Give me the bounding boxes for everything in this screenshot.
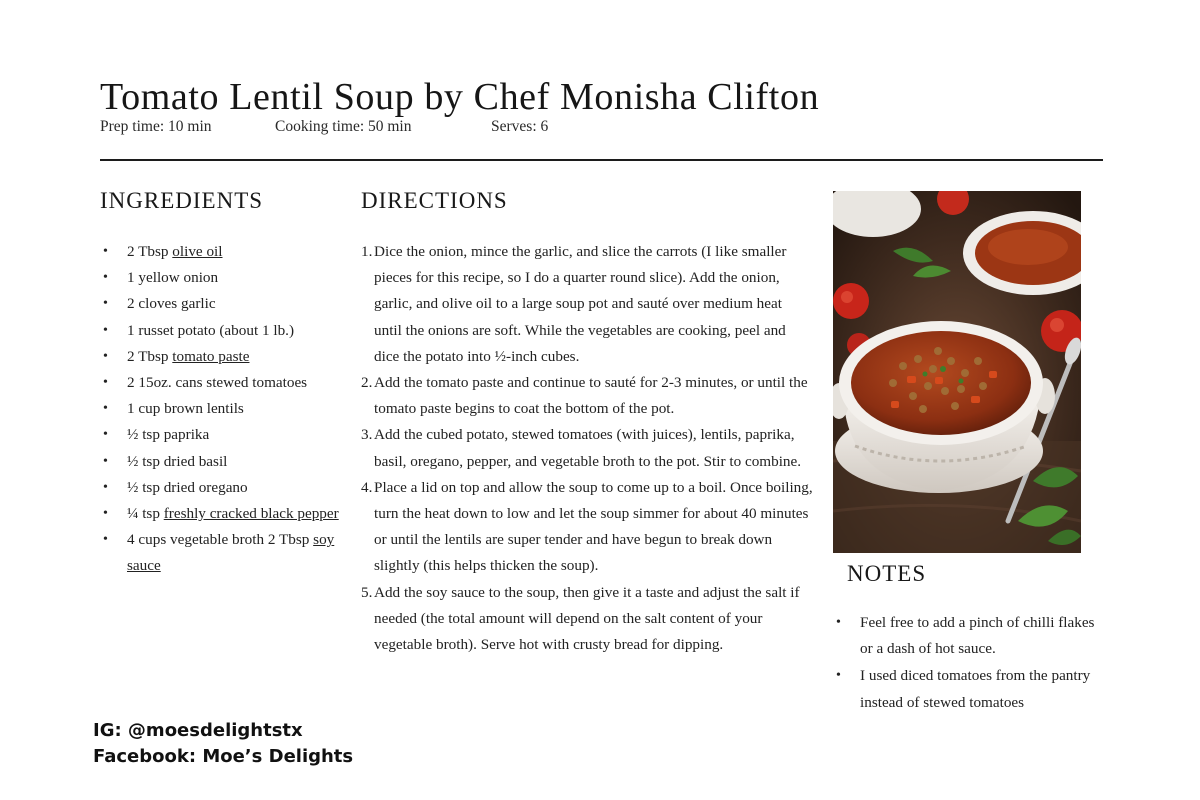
ingredient-link[interactable]: soy sauce bbox=[127, 531, 335, 575]
notes-heading: NOTES bbox=[847, 561, 927, 586]
ingredient-item: • 2 Tbsp olive oil bbox=[100, 239, 340, 265]
ingredients-heading: INGREDIENTS bbox=[100, 188, 264, 213]
ingredient-item: • 2 15oz. cans stewed tomatoes bbox=[100, 370, 340, 396]
facebook-handle: Facebook: Moe’s Delights bbox=[93, 746, 354, 767]
direction-step: 2. Add the tomato paste and continue to sauté for 2-3 minutes, or until the tomato paste begins to coat the bottom of the pot. bbox=[361, 374, 808, 418]
lentil-soup-photo bbox=[833, 191, 1081, 553]
directions-list bbox=[361, 239, 813, 658]
header-divider bbox=[100, 159, 1103, 161]
direction-step: 4. Place a lid on top and allow the soup to come up to a boil. Once boiling, turn the heat down to low and let the soup simmer for about 40 minutes or until the lentils are super tender and have begun to break down slightly (this helps thicken the soup). bbox=[361, 478, 813, 575]
ingredients-list bbox=[100, 239, 340, 580]
directions-heading: DIRECTIONS bbox=[361, 188, 508, 213]
notes-list bbox=[833, 610, 1098, 716]
ingredient-item: • ¼ tsp freshly cracked black pepper bbox=[100, 501, 340, 527]
cooking-time: Cooking time: 50 min bbox=[275, 118, 412, 135]
prep-time: Prep time: 10 min bbox=[100, 118, 212, 135]
ingredient-item: • 1 cup brown lentils bbox=[100, 396, 340, 422]
soup-image-icon bbox=[833, 191, 1081, 553]
ingredient-link[interactable]: tomato paste bbox=[172, 347, 250, 365]
ingredient-item: • 1 russet potato (about 1 lb.) bbox=[100, 318, 340, 344]
ingredient-item: • 1 yellow onion bbox=[100, 265, 340, 291]
direction-step: 5. Add the soy sauce to the soup, then give it a taste and adjust the salt if needed (the total amount will depend on the salt content of your vegetable broth). Serve hot with crusty bread for dipping. bbox=[361, 583, 800, 654]
ingredient-item: • ½ tsp dried basil bbox=[100, 449, 340, 475]
direction-step: 3. Add the cubed potato, stewed tomatoes (with juices), lentils, paprika, basil, oregano, pepper, and vegetable broth to the pot. Stir to combine. bbox=[361, 426, 802, 470]
instagram-handle: IG: @moesdelightstx bbox=[93, 720, 303, 741]
recipe-title: Tomato Lentil Soup by Chef Monisha Clifton bbox=[100, 76, 820, 119]
ingredient-item: • 2 cloves garlic bbox=[100, 291, 340, 317]
ingredient-item: • ½ tsp paprika bbox=[100, 422, 340, 448]
ingredient-link[interactable]: freshly cracked black pepper bbox=[163, 505, 339, 523]
ingredient-link[interactable]: olive oil bbox=[172, 243, 223, 260]
direction-step: 1. Dice the onion, mince the garlic, and slice the carrots (I like smaller pieces for this recipe, so I do a quarter round slice). Add the onion, garlic, and olive oil to a large soup pot and sauté over medium heat until the onions are soft. While the vegetables are cooking, peel and dice the potato into ½-inch cubes. bbox=[361, 243, 787, 365]
note-item: • I used diced tomatoes from the pantry instead of stewed tomatoes bbox=[833, 663, 1098, 715]
note-item: • Feel free to add a pinch of chilli flakes or a dash of hot sauce. bbox=[833, 610, 1098, 662]
ingredient-item: • ½ tsp dried oregano bbox=[100, 475, 340, 501]
ingredient-item: • 2 Tbsp tomato paste bbox=[100, 344, 340, 370]
serves: Serves: 6 bbox=[491, 118, 549, 135]
ingredient-item: • 4 cups vegetable broth 2 Tbsp soy sauce bbox=[100, 527, 340, 579]
